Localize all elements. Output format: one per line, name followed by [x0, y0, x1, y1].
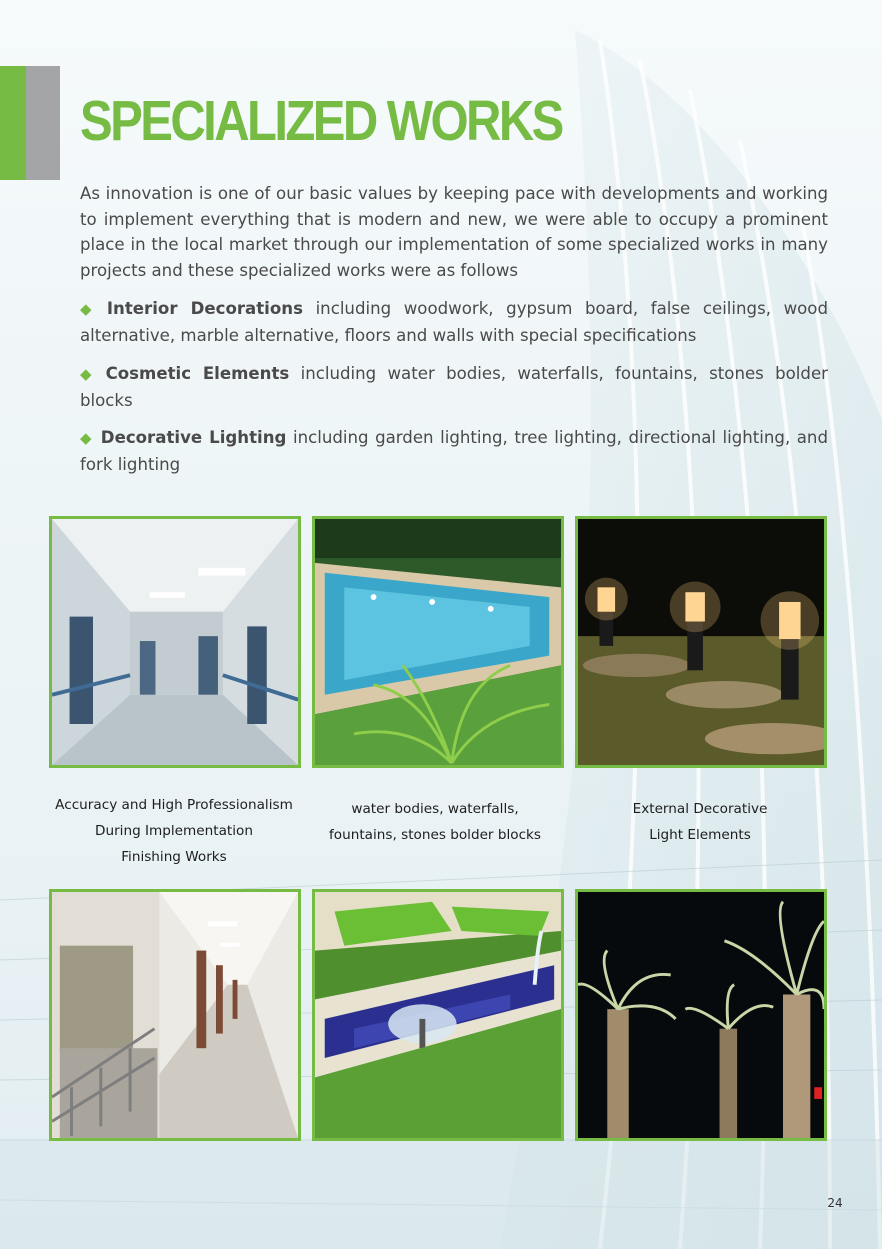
page-number: 24 [827, 1196, 843, 1210]
bullet-heading: Cosmetic Elements [105, 364, 290, 383]
bullet-interior-decorations [80, 296, 828, 348]
caption-line: Accuracy and High Professionalism [55, 797, 293, 813]
caption-line: External Decorative [632, 801, 768, 817]
caption-line: water bodies, waterfalls, [351, 801, 519, 817]
caption-line: During Implementation [95, 823, 253, 839]
caption-line: Finishing Works [121, 849, 227, 865]
page-title: SPECIALIZED WORKS [80, 89, 562, 153]
bullet-heading: Interior Decorations [106, 299, 303, 318]
accent-bar-green [0, 66, 26, 180]
diamond-bullet-icon: ◆ [80, 429, 93, 447]
hospital-corridor-photo [49, 516, 301, 768]
accent-bar-gray [26, 66, 60, 180]
caption-line: Light Elements [649, 827, 751, 843]
pool-fountain-photo [312, 516, 564, 768]
diamond-bullet-icon: ◆ [80, 365, 98, 383]
garden-fountain-photo [312, 889, 564, 1141]
bullet-heading: Decorative Lighting [100, 428, 287, 447]
caption-water-bodies [299, 796, 571, 848]
bullet-decorative-lighting [80, 425, 828, 477]
bullet-cosmetic-elements [80, 361, 828, 413]
caption-line: fountains, stones bolder blocks [329, 827, 541, 843]
garden-bollard-lights-photo [575, 516, 827, 768]
diamond-bullet-icon: ◆ [80, 300, 99, 318]
bullet-text: including water bodies, waterfalls, fountains, stones bolder blocks [80, 364, 828, 410]
bullet-text: including woodwork, gypsum board, false ceilings, wood alternative, marble alternative, floors and walls with special specifications [80, 299, 828, 345]
corridor-handrail-photo [49, 889, 301, 1141]
lit-palm-trees-photo [575, 889, 827, 1141]
bullet-text: including garden lighting, tree lighting, directional lighting, and fork lighting [80, 428, 828, 474]
caption-decorative-lights [564, 796, 836, 848]
caption-finishing-works [38, 792, 310, 870]
intro-paragraph: As innovation is one of our basic values by keeping pace with developments and working to implement everything that is modern and new, we were able to occupy a prominent place in the local market through our implementation of some specialized works in many projects and these specialized works were as follows [80, 184, 828, 280]
